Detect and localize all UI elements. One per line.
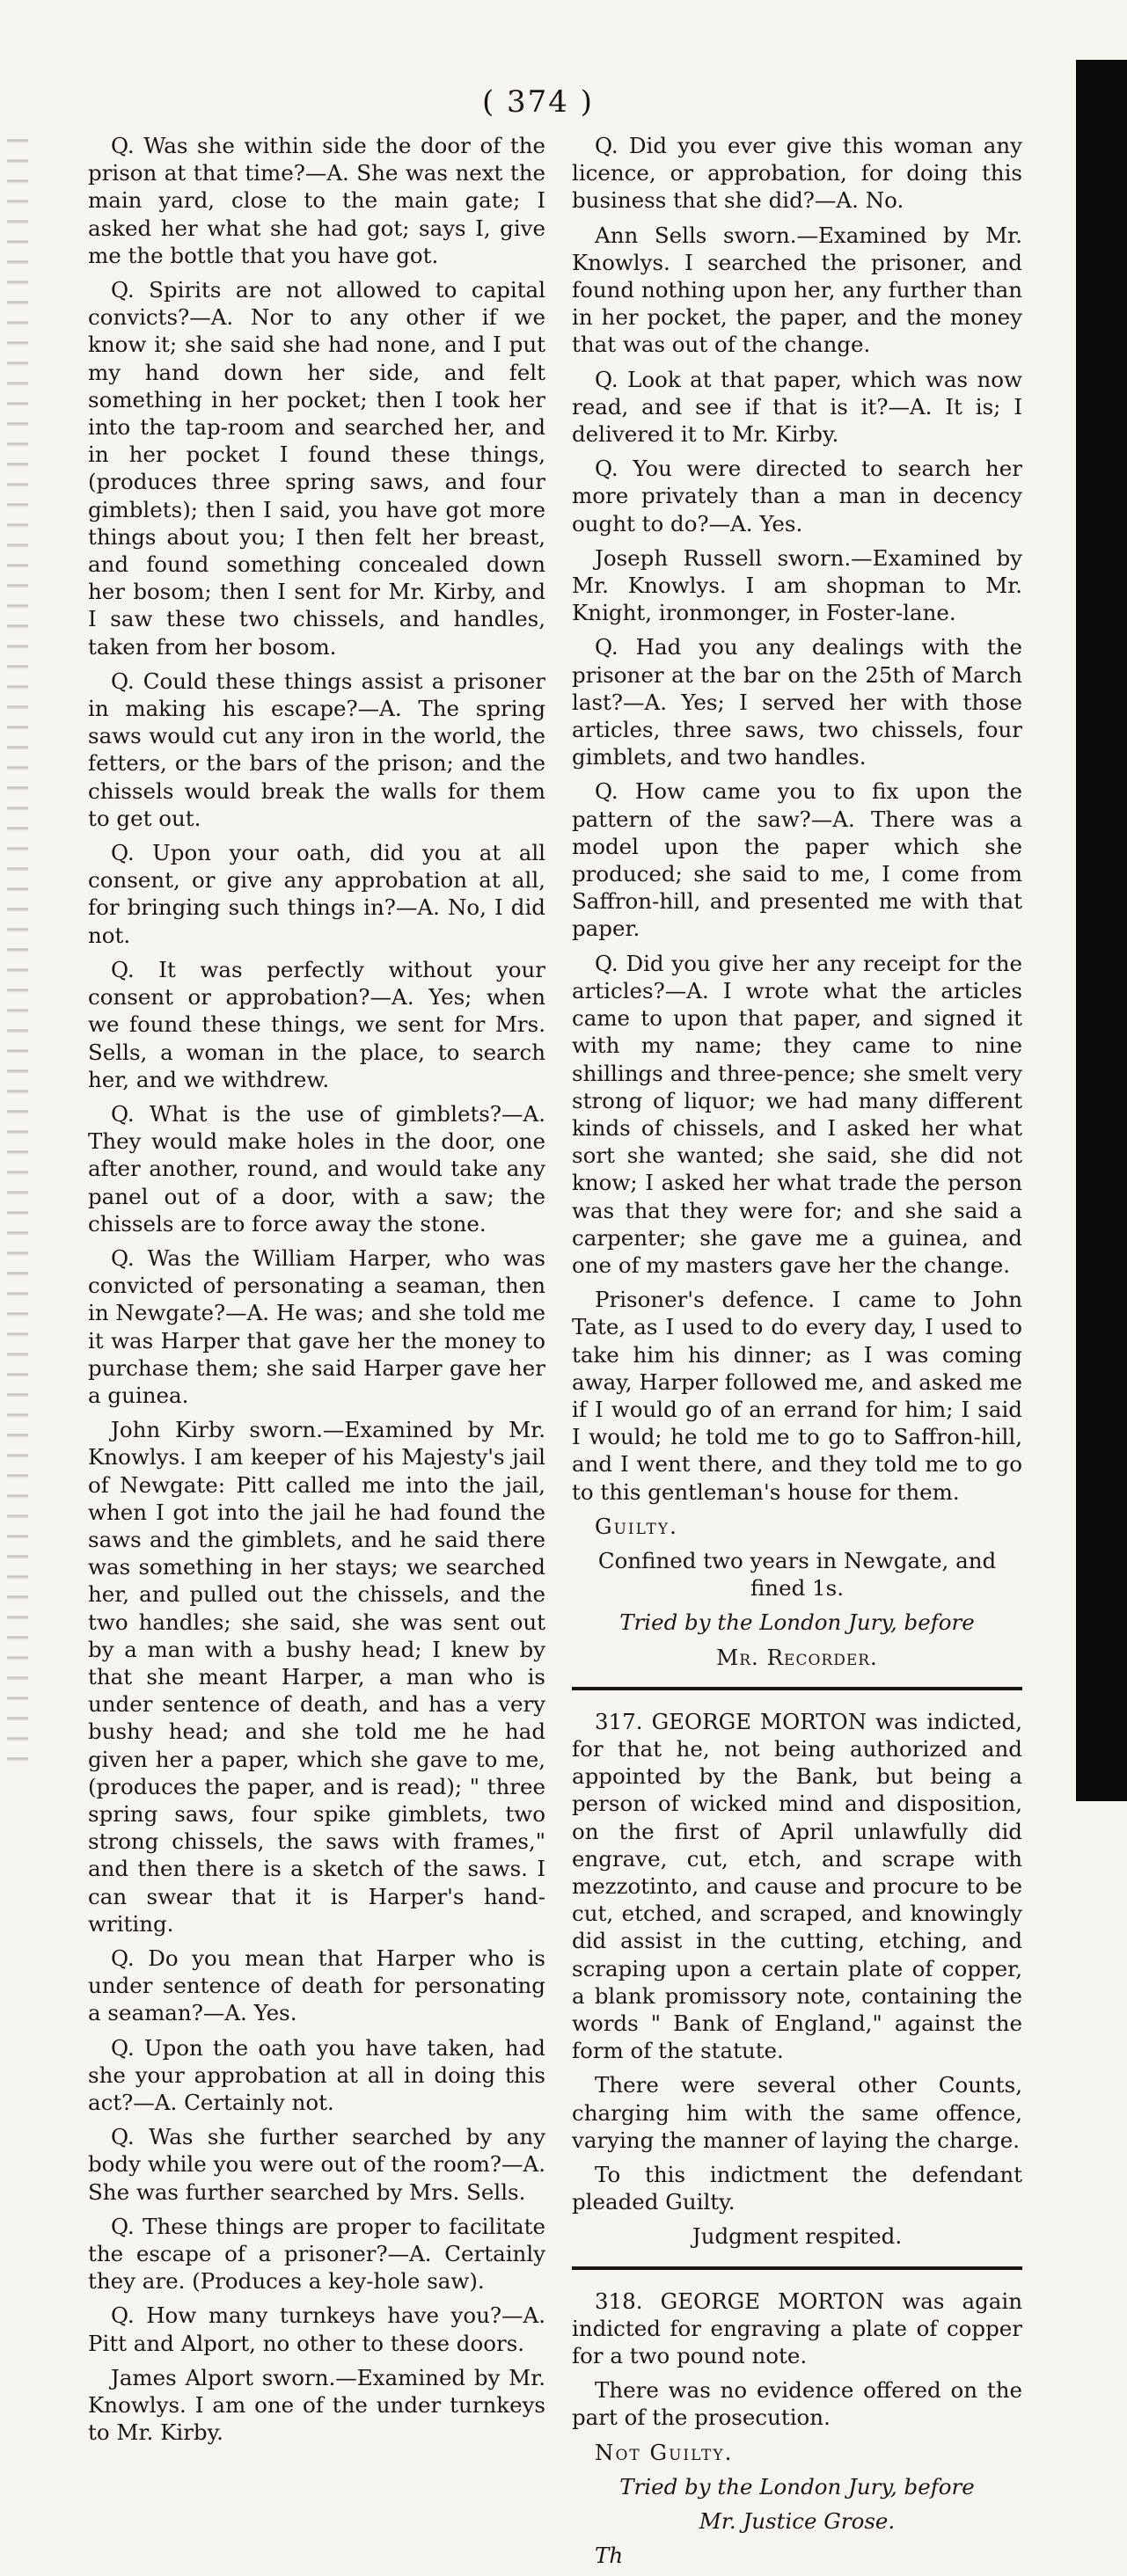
left-column	[88, 132, 545, 2446]
trial-note: Tried by the London Jury, before	[619, 2473, 975, 2499]
section-divider	[572, 1687, 1022, 1690]
section-divider	[572, 2266, 1022, 2270]
paragraph: Ann Sells sworn.—Examined by Mr. Knowlys. I searched the prisoner, and found nothing upon her, any further than in her pocket, the paper, and the money that was out of the change.	[572, 222, 1022, 358]
paragraph: Q. Had you any dealings with the prisoner at the bar on the 25th of March last?—A. Yes; I served her with those articles, three saws, two chissels, four gimblets, and two handles.	[572, 634, 1022, 770]
scan-edge-shadow	[1076, 60, 1127, 1801]
paragraph: Q. Look at that paper, which was now read, and see if that is it?—A. It is; I delivered it to Mr. Kirby.	[572, 366, 1022, 448]
case-paragraph: To this indictment the defendant pleaded Guilty.	[572, 2162, 1022, 2215]
trial-judge: Mr. Justice Grose.	[699, 2508, 896, 2535]
paragraph: James Alport sworn.—Examined by Mr. Knowlys. I am one of the under turnkeys to Mr. Kirby.	[88, 2364, 545, 2446]
paragraph: Q. How many turnkeys have you?—A. Pitt and Alport, no other to these doors.	[88, 2302, 545, 2356]
catchword: Th	[595, 2543, 624, 2569]
paragraph: Q. Do you mean that Harper who is under sentence of death for personating a seaman?—A. Yes.	[88, 1945, 545, 2026]
verdict: Not Guilty.	[595, 2439, 734, 2465]
case-paragraph: There was no evidence offered on the part of the prosecution.	[572, 2377, 1022, 2431]
paragraph: Q. Was she further searched by any body while you were out of the room?—A. She was further searched by Mrs. Sells.	[88, 2124, 545, 2205]
paragraph: Q. You were directed to search her more privately than a man in decency ought to do?—A. Yes.	[572, 456, 1022, 536]
judgment: Judgment respited.	[692, 2223, 903, 2250]
paragraph: Joseph Russell sworn.—Examined by Mr. Knowlys. I am shopman to Mr. Knight, ironmonger, in Foster-lane.	[572, 544, 1022, 626]
right-column	[572, 132, 1022, 2576]
trial-judge: Mr. Recorder.	[716, 1644, 878, 1670]
sentence: Confined two years in Newgate, and fined 1s.	[597, 1547, 997, 1602]
paragraph: Q. It was perfectly without your consent or approbation?—A. Yes; when we found these things, we sent for Mrs. Sells, a woman in the place, to search her, and we withdrew.	[88, 956, 545, 1092]
scan-margin-artifacts	[7, 123, 28, 1777]
page-number: ( 374 )	[481, 84, 595, 120]
paragraph: Q. Did you give her any receipt for the articles?—A. I wrote what the articles came to upon that paper, and signed it with my name; they came to nine shillings and three-pence; she smelt very strong of liquor; we had many different kinds of chissels, and I asked her what sort she wanted; she said, she did not know; I asked her what trade the person was that they were for; and she said a carpenter; she gave me a guinea, and one of my masters gave her the change.	[572, 950, 1022, 1278]
paragraph: Q. Was she within side the door of the prison at that time?—A. She was next the main yard, close to the main gate; I asked her what she had got; says I, give me the bottle that you have got.	[88, 133, 545, 268]
trial-note: Tried by the London Jury, before	[619, 1609, 975, 1636]
verdict: Guilty.	[595, 1513, 678, 1539]
case-paragraph: 317. GEORGE MORTON was indicted, for that he, not being authorized and appointed by the Bank, but being a person of wicked mind and disposition, on the first of April unlawfully did engrave, cut, etch, and scrape with mezzotinto, and cause and procure to be cut, etched, and scraped, and knowingly did assist in the cutting, etching, and scraping upon a certain plate of copper, a blank promissory note, containing the words " Bank of England," against the form of the statute.	[572, 1708, 1022, 2064]
paragraph: Q. How came you to fix upon the pattern of the saw?—A. There was a model upon the paper which she produced; she said to me, I come from Saffron-hill, and presented me with that paper.	[572, 778, 1022, 942]
paragraph: Q. Upon the oath you have taken, had she your approbation at all in doing this act?—A. Certainly not.	[88, 2034, 545, 2116]
paragraph: Q. Did you ever give this woman any licence, or approbation, for doing this business that she did?—A. No.	[572, 133, 1022, 214]
paragraph: Q. What is the use of gimblets?—A. They would make holes in the door, one after another, round, and would take any panel out of a door, with a saw; the chissels are to force away the stone.	[88, 1100, 545, 1237]
paragraph: Prisoner's defence. I came to John Tate, as I used to do every day, I used to take him his dinner; as I was coming away, Harper followed me, and asked me if I would go of an errand for him; I said I would; he told me to go to Saffron-hill, and I went there, and they told me to go to this gentleman's house for them.	[572, 1287, 1022, 1505]
paragraph: Q. These things are proper to facilitate the escape of a prisoner?—A. Certainly they are. (Produces a key-hole saw).	[88, 2213, 545, 2295]
paragraph: Q. Spirits are not allowed to capital convicts?—A. Nor to any other if we know it; she said she had none, and I put my hand down her side, and felt something in her pocket; then I took her into the tap-room and searched her, and in her pocket I found these things, (produces three spring saws, and four gimblets); then I said, you have got more things about you; I then felt her breast, and found something concealed down her bosom; then I sent for Mr. Kirby, and I saw these two chissels, and handles, taken from her bosom.	[88, 277, 545, 660]
case-paragraph: There were several other Counts, charging him with the same offence, varying the manner of laying the charge.	[572, 2072, 1022, 2153]
paragraph: Q. Was the William Harper, who was convicted of personating a seaman, then in Newgate?—A. He was; and she told me it was Harper that gave her the money to purchase them; she said Harper gave her a guinea.	[88, 1244, 545, 1408]
paragraph: Q. Upon your oath, did you at all consent, or give any approbation at all, for bringing such things in?—A. No, I did not.	[88, 840, 545, 948]
case-paragraph: 318. GEORGE MORTON was again indicted for engraving a plate of copper for a two pound note.	[572, 2288, 1022, 2369]
paragraph: Q. Could these things assist a prisoner in making his escape?—A. The spring saws would cut any iron in the world, the fetters, or the bars of the prison; and the chissels would break the walls for them to get out.	[88, 668, 545, 831]
paragraph: John Kirby sworn.—Examined by Mr. Knowlys. I am keeper of his Majesty's jail of Newgate: Pitt called me into the jail, when I got into the jail he had found the saws and the gimblets, and he said there was something in her stays; we searched her, and pulled out the chissels, and the two handles; she said, she was sent out by a man with a bushy head; I knew by that she meant Harper, a man who is under sentence of death, and has a very bushy head; and she told me he had given her a paper, which she gave to me, (produces the paper, and is read); " three spring saws, four spike gimblets, two strong chissels, the saws with frames," and then there is a sketch of the saws. I can swear that it is Harper's hand-writing.	[88, 1417, 545, 1937]
